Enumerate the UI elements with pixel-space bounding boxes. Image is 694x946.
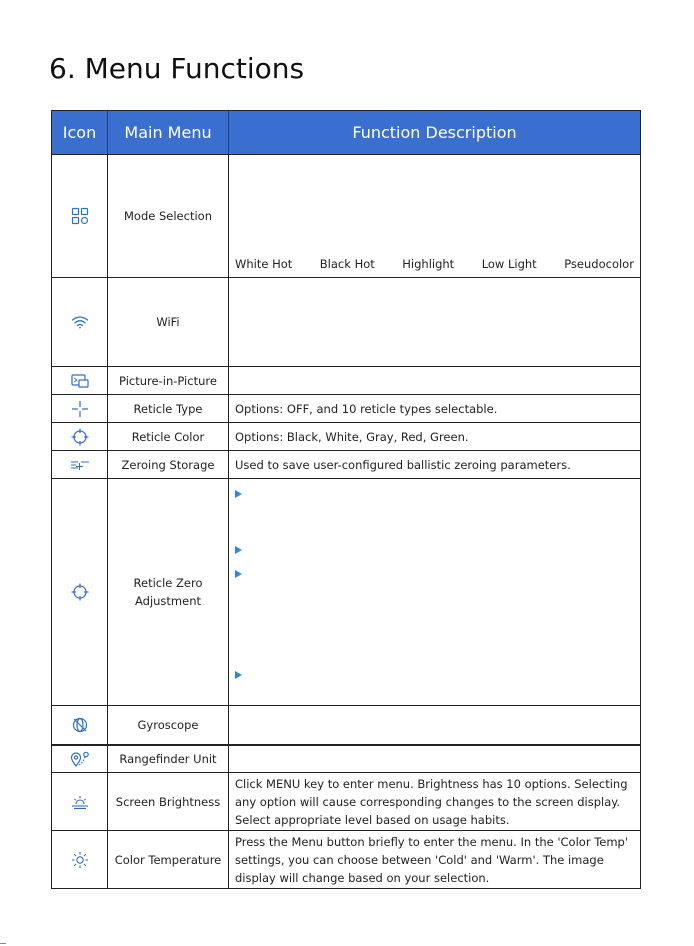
header-icon: Icon <box>52 111 108 154</box>
menu-label-reticle-type: Reticle Type <box>108 395 229 422</box>
mode-highlight: Highlight <box>402 257 455 271</box>
menu-label-color-temperature: Color Temperature <box>108 831 229 888</box>
table-row-reticle-color <box>52 423 640 451</box>
bullet-marker <box>235 546 242 554</box>
menu-label-wifi: WiFi <box>108 278 229 366</box>
table-row-screen-brightness <box>52 773 640 831</box>
menu-functions-table <box>51 110 641 889</box>
header-main-menu: Main Menu <box>108 111 229 154</box>
table-row-wifi <box>52 278 640 367</box>
wifi-icon <box>52 278 108 366</box>
header-function-description: Function Description <box>352 122 517 142</box>
mode-low-light: Low Light <box>481 257 537 271</box>
gyroscope-icon <box>52 706 108 744</box>
table-row-reticle-type <box>52 395 640 423</box>
grid-icon <box>52 155 108 277</box>
crosshair-circle-icon <box>52 423 108 450</box>
description-picture-in-picture <box>229 367 640 394</box>
description-wifi <box>229 278 640 366</box>
menu-label-picture-in-picture: Picture-in-Picture <box>108 367 229 394</box>
mode-black-hot: Black Hot <box>319 257 375 271</box>
mode-white-hot: White Hot <box>235 257 293 271</box>
description-reticle-color: Options: Black, White, Gray, Red, Green. <box>235 429 469 444</box>
bullet-marker <box>235 570 242 578</box>
menu-label-reticle-zero-adjustment <box>108 479 229 705</box>
page-title: 6. Menu Functions <box>49 52 305 85</box>
menu-label-reticle-zero-line1: Reticle Zero <box>133 576 203 590</box>
description-gyroscope <box>229 706 640 744</box>
mode-options <box>235 255 634 273</box>
menu-label-reticle-zero-line2: Adjustment <box>134 594 202 608</box>
description-reticle-zero-adjustment <box>229 479 640 705</box>
menu-label-gyroscope: Gyroscope <box>108 706 229 744</box>
menu-label-screen-brightness: Screen Brightness <box>108 773 229 830</box>
bullet-marker <box>235 671 242 679</box>
menu-label-mode-selection: Mode Selection <box>108 155 229 277</box>
picture-in-picture-icon <box>52 367 108 394</box>
table-row-reticle-zero-adjustment <box>52 479 640 706</box>
description-mode-selection <box>229 155 640 277</box>
table-row-rangefinder-unit <box>52 746 640 773</box>
bullet-marker <box>235 490 242 498</box>
table-row-color-temperature <box>52 831 640 888</box>
reticle-cross-icon <box>52 395 108 422</box>
crosshair-circle-icon <box>52 479 108 705</box>
description-screen-brightness: Click MENU key to enter menu. Brightness has 10 options. Selecting any option will cause corresponding changes to the screen display. Select appropriate level based on usage habits. <box>235 776 628 827</box>
menu-label-reticle-color: Reticle Color <box>108 423 229 450</box>
table-row-gyroscope <box>52 706 640 746</box>
sun-icon <box>52 831 108 888</box>
table-row-zeroing-storage <box>52 451 640 479</box>
page-edge-mark <box>0 943 6 944</box>
description-rangefinder-unit <box>229 746 640 772</box>
description-reticle-type: Options: OFF, and 10 reticle types selectable. <box>235 401 498 416</box>
menu-label-zeroing-storage: Zeroing Storage <box>108 451 229 478</box>
description-color-temperature: Press the Menu button briefly to enter the menu. In the 'Color Temp' settings, you can choose between 'Cold' and 'Warm'. The image display will change based on your selection. <box>235 834 629 885</box>
table-row-mode-selection <box>52 155 640 278</box>
brightness-icon <box>52 773 108 830</box>
menu-label-rangefinder-unit: Rangefinder Unit <box>108 746 229 772</box>
description-zeroing-storage: Used to save user-configured ballistic zeroing parameters. <box>235 457 571 472</box>
zeroing-storage-icon <box>52 451 108 478</box>
table-row-picture-in-picture <box>52 367 640 395</box>
table-header-row <box>52 111 640 155</box>
mode-pseudocolor: Pseudocolor <box>564 257 634 271</box>
location-pin-icon <box>52 746 108 772</box>
